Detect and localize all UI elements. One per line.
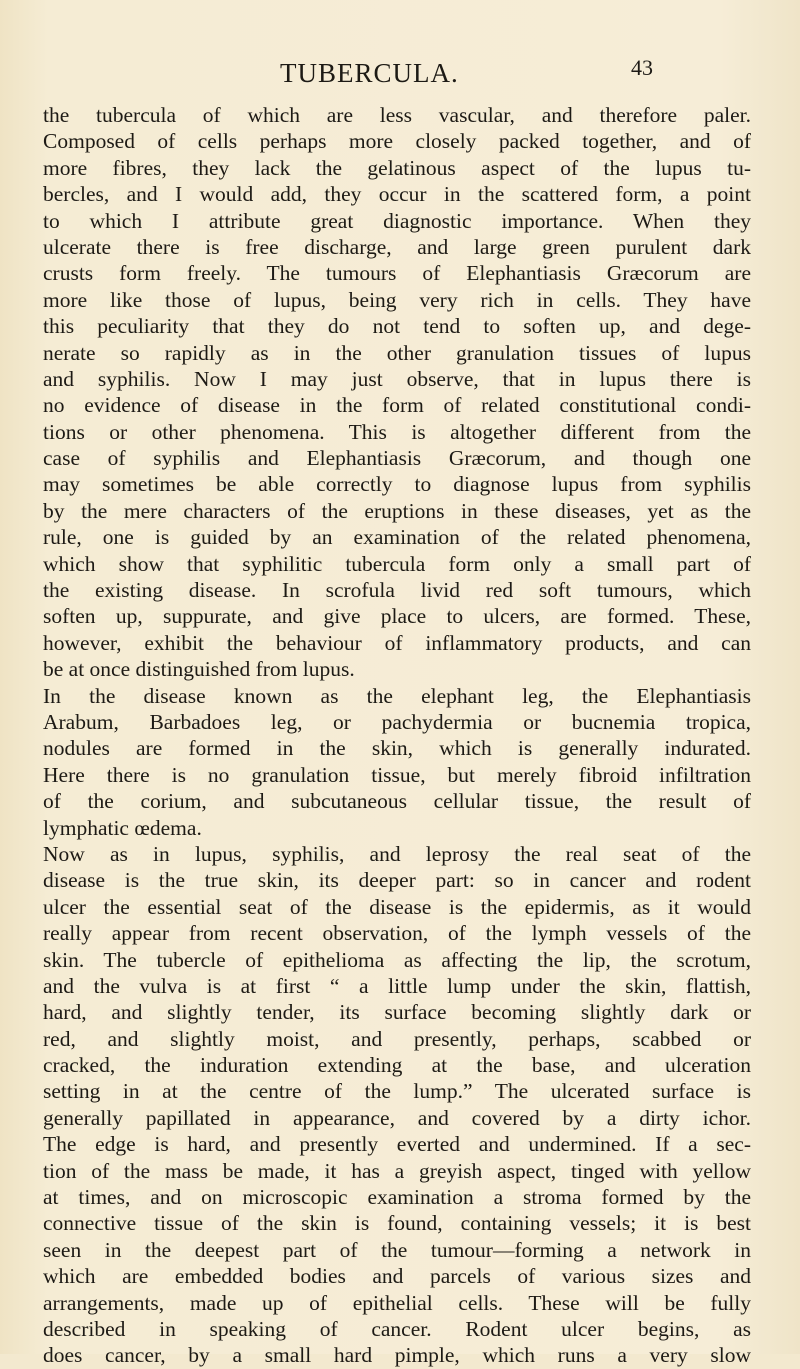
text-line: Arabum, Barbadoes leg, or pachydermia or bucnemia tropica, [43, 709, 751, 734]
text-line: case of syphilis and Elephantiasis Græcorum, and though one [43, 446, 751, 471]
text-line: of the corium, and subcutaneous cellular tissue, the result of [43, 789, 751, 814]
text-line: setting in at the centre of the lump.” The ulcerated surface is [43, 1079, 751, 1104]
running-head [0, 55, 800, 88]
page-number: 43 [631, 55, 653, 80]
text-line: cracked, the induration extending at the base, and ulceration [43, 1053, 751, 1078]
text-line: tions or other phenomena. This is altogether different from the [43, 419, 751, 444]
text-line: the tubercula of which are less vascular, and therefore paler. [43, 103, 751, 127]
text-line: rule, one is guided by an examination of the related phenomena, [43, 525, 751, 550]
text-line: hard, and slightly tender, its surface becoming slightly dark or [43, 1000, 751, 1025]
text-line: nodules are formed in the skin, which is generally indurated. [43, 736, 751, 761]
text-line: generally papillated in appearance, and covered by a dirty ichor. [43, 1105, 751, 1130]
text-line: does cancer, by a small hard pimple, which runs a very slow [43, 1343, 751, 1368]
text-line: The edge is hard, and presently everted and undermined. If a sec- [43, 1132, 751, 1157]
text-line: seen in the deepest part of the tumour—forming a network in [43, 1237, 751, 1262]
page-title: TUBERCULA. [280, 58, 459, 88]
text-line: red, and slightly moist, and presently, perhaps, scabbed or [43, 1026, 751, 1051]
text-line: Here there is no granulation tissue, but merely fibroid infiltration [43, 762, 751, 787]
text-line: tion of the mass be made, it has a greyish aspect, tinged with yellow [43, 1158, 751, 1183]
text-line: skin. The tubercle of epithelioma as affecting the lip, the scrotum, [43, 947, 751, 972]
text-line: more fibres, they lack the gelatinous aspect of the lupus tu- [43, 155, 751, 180]
text-line: and syphilis. Now I may just observe, that in lupus there is [43, 366, 751, 391]
text-line: ulcer the essential seat of the disease is the epidermis, as it would [43, 894, 751, 919]
text-line: and the vulva is at first “ a little lump under the skin, flattish, [43, 973, 751, 998]
body-text [43, 102, 751, 1369]
text-line: at times, and on microscopic examination a stroma formed by the [43, 1185, 751, 1210]
text-line: by the mere characters of the eruptions in these diseases, yet as the [43, 498, 751, 523]
text-line: Composed of cells perhaps more closely packed together, and of [43, 129, 751, 154]
text-line: disease is the true skin, its deeper part: so in cancer and rodent [43, 868, 751, 893]
text-line: really appear from recent observation, of the lymph vessels of the [43, 921, 751, 946]
text-line: connective tissue of the skin is found, containing vessels; it is best [43, 1211, 751, 1236]
text-line: may sometimes be able correctly to diagnose lupus from syphilis [43, 472, 751, 497]
text-line: soften up, suppurate, and give place to ulcers, are formed. These, [43, 604, 751, 629]
text-line: the existing disease. In scrofula livid red soft tumours, which [43, 578, 751, 603]
text-line: however, exhibit the behaviour of inflammatory products, and can [43, 630, 751, 655]
paragraph-end-line: be at once distinguished from lupus. [43, 657, 355, 682]
text-line: described in speaking of cancer. Rodent ulcer begins, as [43, 1316, 751, 1341]
text-line: Now as in lupus, syphilis, and leprosy the real seat of the [43, 841, 751, 866]
text-line: this peculiarity that they do not tend to soften up, and dege- [43, 314, 751, 339]
paragraph-end-line: lymphatic œdema. [43, 815, 202, 840]
text-line: to which I attribute great diagnostic importance. When they [43, 208, 751, 233]
text-line: which are embedded bodies and parcels of various sizes and [43, 1264, 751, 1289]
text-line: nerate so rapidly as in the other granulation tissues of lupus [43, 340, 751, 365]
text-line: crusts form freely. The tumours of Elephantiasis Græcorum are [43, 261, 751, 286]
text-line: arrangements, made up of epithelial cells. These will be fully [43, 1290, 751, 1315]
text-line: which show that syphilitic tubercula form only a small part of [43, 551, 751, 576]
text-line: In the disease known as the elephant leg, the Elephantiasis [43, 683, 751, 708]
text-line: no evidence of disease in the form of related constitutional condi- [43, 393, 751, 418]
text-line: bercles, and I would add, they occur in the scattered form, a point [43, 182, 751, 207]
text-line: ulcerate there is free discharge, and large green purulent dark [43, 234, 751, 259]
text-line: more like those of lupus, being very rich in cells. They have [43, 287, 751, 312]
